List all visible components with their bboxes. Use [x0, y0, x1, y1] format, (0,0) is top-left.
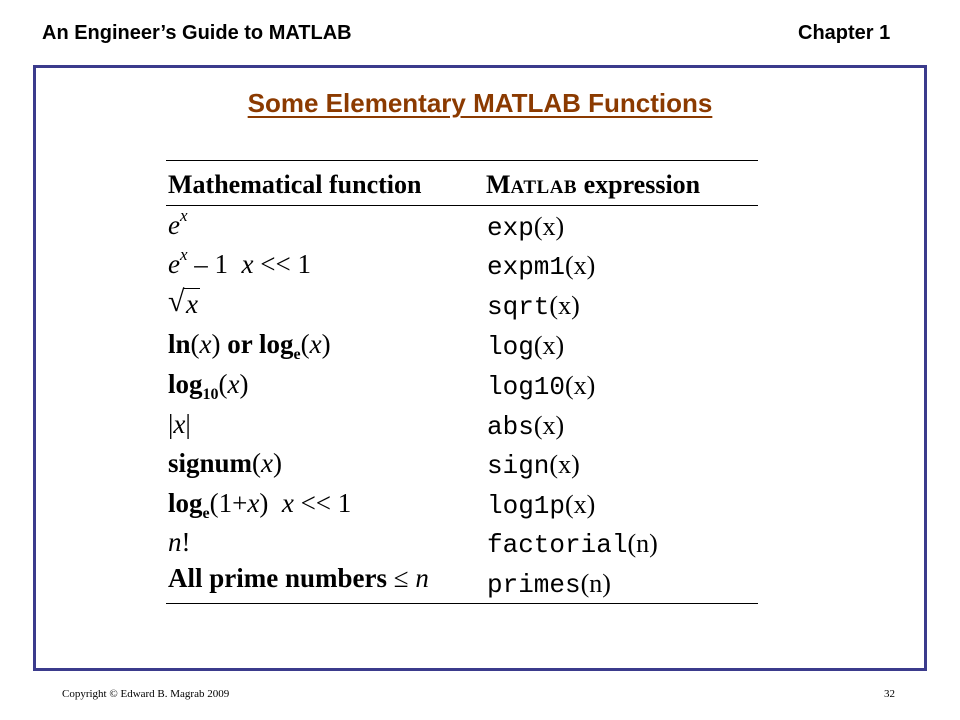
table-row [0, 448, 960, 488]
matlab-abs: abs(x) [487, 411, 565, 442]
math-sqrt: √ x [168, 285, 198, 319]
table-top-rule [166, 160, 758, 161]
matlab-log1p: log1p(x) [487, 490, 596, 521]
matlab-header-m: M [486, 170, 511, 199]
matlab-header-smallcaps: ATLAB [510, 177, 578, 198]
math-abs: |x| [168, 409, 191, 439]
matlab-log: log(x) [487, 331, 565, 362]
math-ln: ln(x) or $\log_e(x)$ [168, 329, 331, 363]
matlab-header-expression: expression [577, 170, 701, 199]
matlab-primes: primes(n) [487, 569, 611, 600]
table-row [0, 285, 960, 329]
slide-title: Some Elementary MATLAB Functions [247, 88, 713, 118]
chapter-label: Chapter 1 [798, 22, 891, 44]
math-primes: All prime numbers ≤ n [168, 563, 429, 593]
table-row [0, 563, 960, 603]
radical-sign-icon: √ [168, 285, 185, 318]
math-exp: $e^x$ [168, 206, 188, 240]
table-row [0, 329, 960, 369]
math-log10: $\log_{10}(x)$ [168, 369, 249, 403]
column-header-matlab [486, 170, 700, 200]
matlab-factorial: factorial(n) [487, 529, 658, 560]
table-bottom-rule [166, 603, 758, 604]
book-title: An Engineer’s Guide to MATLAB [42, 22, 352, 44]
math-factorial: n! [168, 527, 191, 557]
table-row [0, 409, 960, 449]
column-header-math: Mathematical function [168, 170, 422, 199]
table-header-rule [166, 205, 758, 206]
table-row [0, 206, 960, 250]
table-row [0, 245, 960, 289]
matlab-expm1: expm1(x) [487, 251, 596, 282]
copyright-notice: Copyright © Edward B. Magrab 2009 [62, 688, 230, 700]
math-expm1: $e^x - 1$ x << 1 [168, 245, 311, 279]
math-log1p: $\log_e(1+x) x << 1$ [168, 488, 352, 522]
matlab-sign: sign(x) [487, 450, 580, 481]
page-number: 32 [884, 688, 895, 700]
matlab-log10: log10(x) [487, 371, 596, 402]
table-row [0, 369, 960, 409]
matlab-exp: exp(x) [487, 212, 565, 243]
matlab-sqrt: sqrt(x) [487, 291, 580, 322]
table-row [0, 527, 960, 567]
math-signum: signum(x) [168, 448, 283, 478]
table-row [0, 488, 960, 528]
